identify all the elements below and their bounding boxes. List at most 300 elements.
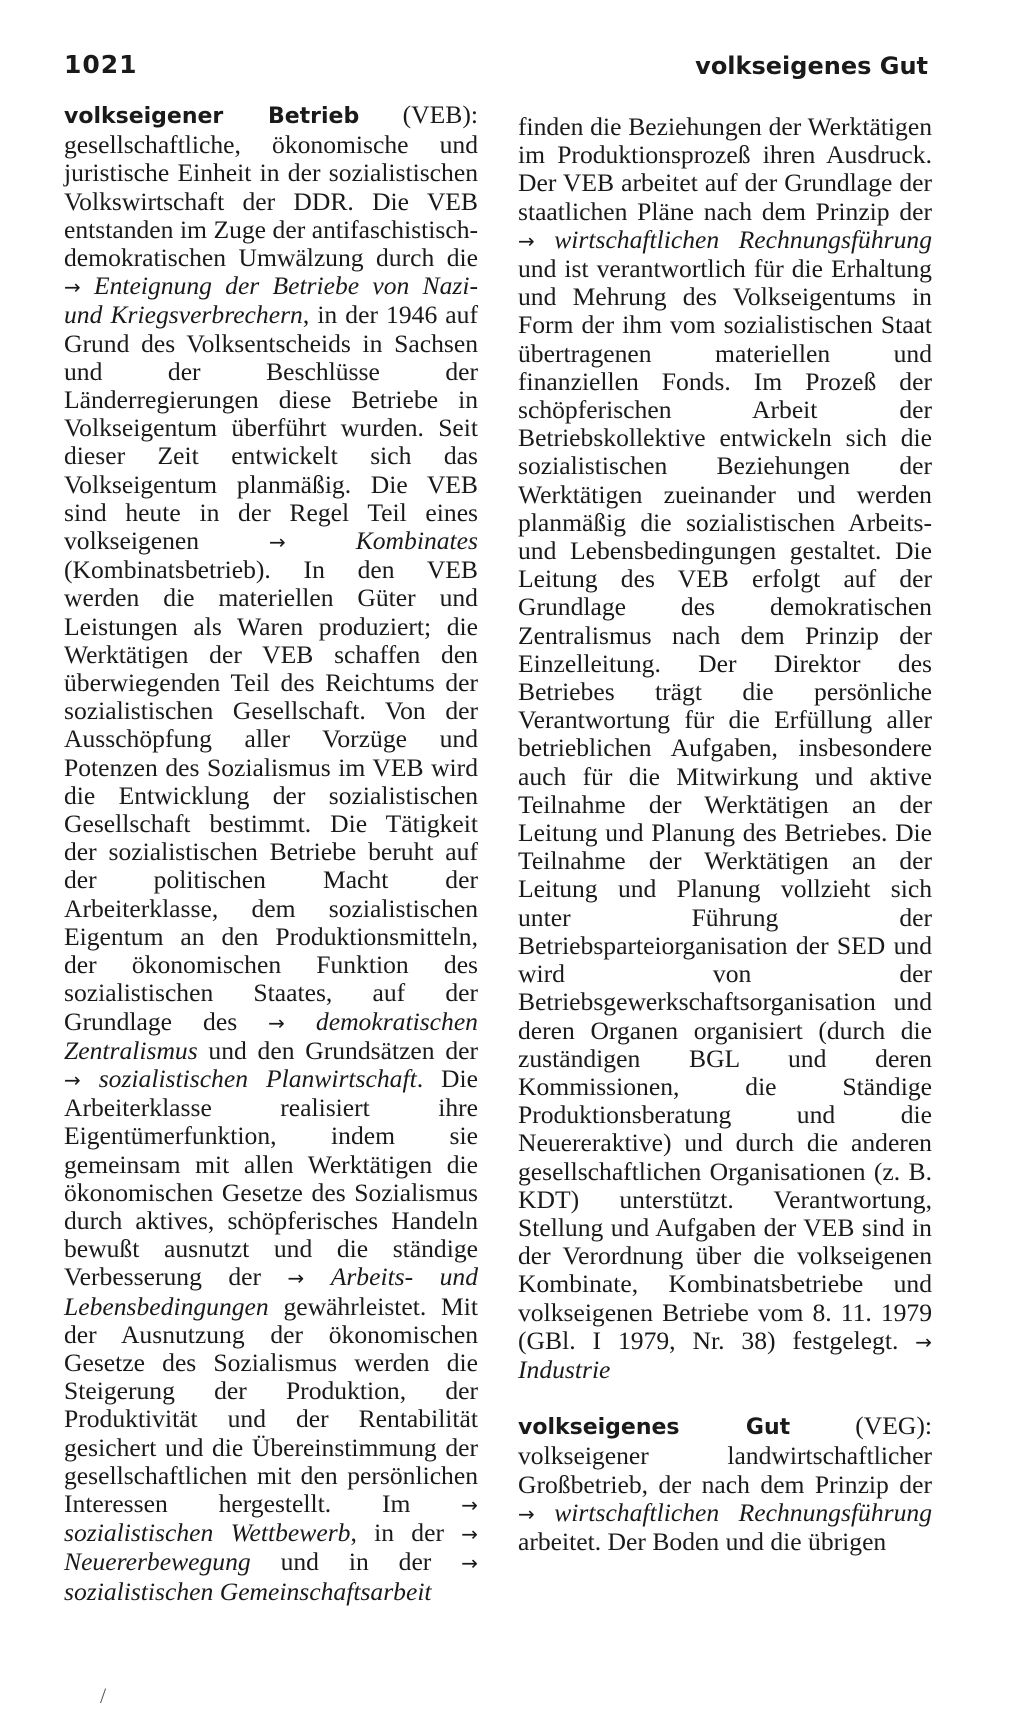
entry-text: auch	[518, 761, 567, 791]
entry-text: Form	[518, 310, 574, 340]
entry-text	[676, 1326, 693, 1355]
entry-text	[438, 385, 458, 414]
entry-text: bestimmt.	[209, 809, 312, 839]
cross-reference: Zentralismus	[64, 1035, 198, 1065]
entry-text: Volkseigentum	[64, 469, 218, 499]
entry-text: materiellen	[715, 338, 831, 368]
entry-text: VEB	[426, 186, 478, 216]
entry-text	[243, 1433, 252, 1462]
entry-text	[640, 1044, 689, 1073]
entry-text	[356, 837, 368, 866]
entry-text: eines	[425, 497, 479, 527]
entry-text: den	[441, 639, 478, 669]
entry-text	[217, 413, 231, 442]
entry-text	[589, 254, 597, 283]
entry-text: sozialistischen	[328, 158, 478, 188]
entry-text	[410, 1489, 461, 1518]
entry-text: durch	[376, 243, 435, 273]
entry-text: Betriebes	[518, 677, 615, 707]
entry-text: den	[257, 1035, 295, 1065]
entry-text: Die	[441, 1063, 478, 1093]
cross-reference-arrow-icon: →	[461, 1551, 478, 1576]
entry-text: als	[193, 611, 222, 641]
entry-text: Entwicklung	[118, 780, 250, 810]
entry-text: Produktivität	[64, 1404, 198, 1434]
entry-text: gesellschaftlichen	[64, 1460, 248, 1490]
entry-text	[199, 753, 207, 782]
entry-text: der	[238, 497, 271, 527]
entry-text: Sozialismus	[207, 752, 331, 782]
entry-text: sozialistischen	[723, 310, 873, 340]
entry-text	[566, 762, 582, 791]
entry-text	[870, 874, 890, 903]
entry-text	[334, 583, 358, 612]
entry-text	[290, 724, 322, 753]
entry-text	[803, 1016, 819, 1045]
entry-text	[382, 329, 394, 358]
cross-reference	[413, 1262, 439, 1291]
entry-text	[409, 130, 440, 159]
entry-text	[97, 837, 109, 866]
entry-text: Mitwirkung	[676, 761, 799, 791]
entry-text: der	[899, 789, 932, 819]
cross-reference: sozialistischen	[98, 1063, 249, 1093]
entry-text: der	[658, 1469, 692, 1499]
entry-text: und	[814, 761, 854, 791]
entry-text	[656, 874, 676, 903]
entry-text: die	[900, 423, 932, 453]
entry-text	[806, 197, 816, 226]
entry-text: Kommissionen,	[518, 1071, 680, 1101]
entry-text	[378, 300, 386, 329]
entry-text	[835, 1100, 901, 1129]
entry-text	[556, 536, 570, 565]
entry-text: werden	[64, 583, 140, 613]
entry-text: des	[162, 1347, 197, 1377]
entry-text: und	[893, 930, 932, 960]
entry-text: Kombinate,	[518, 1269, 639, 1299]
entry-text	[576, 1326, 593, 1355]
cross-reference-arrow-icon: →	[518, 1501, 535, 1526]
entry-text	[746, 254, 754, 283]
entry-text: des	[203, 1006, 238, 1036]
entry-text	[218, 894, 251, 923]
entry-text: und	[64, 356, 103, 386]
entry-text	[378, 1206, 391, 1235]
entry-text	[331, 1489, 382, 1518]
entry-text: im	[179, 214, 207, 244]
entry-text	[601, 1326, 618, 1355]
entry-text: 1979	[880, 1297, 933, 1327]
entry-text: betrieblichen	[518, 733, 652, 763]
entry-text: sozialistischen	[685, 507, 836, 537]
cross-reference: Gemeinschaftsarbeit	[219, 1576, 432, 1606]
entry-text	[122, 1206, 135, 1235]
entry-text: diese	[278, 385, 332, 415]
entry-text	[626, 790, 649, 819]
entry-text	[139, 583, 163, 612]
entry-text: die	[446, 611, 478, 641]
cross-reference-arrow-icon: →	[268, 530, 286, 555]
entry-text: ständige	[392, 1234, 478, 1264]
entry-text: Gesetze	[64, 1347, 145, 1377]
entry-text	[408, 470, 427, 499]
entry-text: Beschlüsse	[266, 356, 380, 386]
entry-text	[863, 1269, 893, 1298]
entry-text	[369, 1547, 399, 1576]
entry-text	[776, 1326, 793, 1355]
entry-text: Die	[895, 818, 933, 848]
entry-text: gewährleistet.	[283, 1291, 427, 1321]
entry-text	[338, 1461, 348, 1490]
entry-text	[717, 282, 733, 311]
entry-text: sozialistischen	[328, 780, 479, 810]
entry-text	[327, 413, 341, 442]
entry-text	[648, 1470, 658, 1499]
entry-text: VEB	[426, 555, 478, 585]
entry-text	[670, 705, 684, 734]
entry-text	[277, 1121, 332, 1150]
column-right	[518, 113, 932, 1556]
entry-text	[751, 959, 899, 988]
entry-text	[247, 1461, 257, 1490]
entry-text: schaffen	[334, 639, 421, 669]
entry-text: Handeln	[391, 1205, 478, 1235]
entry-text	[832, 423, 846, 452]
entry-text: Ausschöpfung	[64, 724, 212, 754]
entry-text	[249, 1234, 274, 1263]
entry-text	[395, 555, 427, 584]
entry-text: der	[581, 310, 615, 340]
entry-text	[642, 480, 663, 509]
entry-text: heute	[125, 497, 181, 527]
entry-text: Werktätigen	[518, 479, 643, 509]
entry-text: in	[199, 497, 220, 527]
entry-text	[701, 1157, 709, 1186]
entry-text: und	[273, 1234, 313, 1264]
cross-reference: wirtschaftlichen	[554, 1497, 720, 1527]
entry-text: der	[345, 300, 378, 330]
entry-text	[782, 367, 805, 396]
entry-text: und	[893, 987, 932, 1017]
entry-text: Die	[372, 186, 410, 216]
entry-text	[679, 1072, 745, 1101]
entry-text: Einheit	[177, 158, 252, 188]
entry-text: des	[280, 668, 315, 698]
entry-text: ,	[350, 1518, 357, 1548]
entry-text: Betriebskollektive	[518, 423, 706, 453]
entry-text: die	[806, 1128, 839, 1158]
entry-text	[667, 282, 683, 311]
cross-reference	[409, 271, 422, 300]
entry-text: finden	[518, 112, 584, 141]
cross-reference: Lebensbedingungen	[64, 1291, 269, 1321]
entry-text: 1946	[386, 300, 438, 330]
entry-text: Teil	[230, 668, 270, 698]
entry-text: sich	[370, 441, 412, 471]
entry-text: Boden	[652, 1526, 720, 1556]
entry-text	[835, 480, 856, 509]
entry-text	[682, 790, 705, 819]
entry-text: Teil	[367, 497, 407, 527]
entry-text	[898, 1326, 915, 1355]
entry-text	[820, 564, 843, 593]
entry-text	[269, 1292, 284, 1321]
entry-text: Volkswirtschaft	[64, 186, 225, 216]
entry-text: für	[684, 705, 715, 735]
entry-text	[861, 649, 898, 678]
entry-text: Arbeit	[752, 395, 818, 425]
cross-reference: Kriegsverbrechern	[110, 300, 303, 330]
cross-reference: Enteignung	[93, 271, 212, 301]
entry-text: des	[165, 752, 200, 782]
entry-text: Ausnutzung	[120, 1319, 245, 1349]
entry-text	[671, 1128, 684, 1157]
column-left	[64, 101, 478, 1606]
entry-text: Regel	[289, 497, 350, 527]
entry-text	[731, 1100, 797, 1129]
entry-text: und	[518, 254, 557, 284]
entry-text: Aufgaben,	[670, 733, 778, 763]
entry-text: materiellen	[218, 583, 334, 613]
entry-text	[424, 753, 432, 782]
cross-reference	[719, 225, 738, 254]
entry-text	[652, 733, 671, 762]
entry-text: Grundlage	[518, 592, 627, 622]
entry-text	[164, 922, 181, 951]
entry-text: (VEG):	[855, 1411, 932, 1441]
entry-text	[829, 790, 852, 819]
entry-text: persönlichen	[347, 1460, 479, 1490]
cross-reference: Arbeits-	[330, 1262, 414, 1292]
entry-text: der	[899, 451, 932, 481]
entry-text: Gesellschaft	[64, 809, 191, 839]
entry-text: sind	[64, 497, 107, 527]
entry-text: ihm	[622, 310, 663, 340]
entry-text: in	[912, 1212, 932, 1242]
entry-text	[222, 612, 237, 641]
entry-text: Grundlage	[64, 1006, 173, 1036]
entry-text	[213, 978, 253, 1007]
entry-text: trägt	[655, 677, 702, 707]
entry-text: der	[744, 168, 778, 198]
entry-text: ökonomische	[272, 130, 409, 160]
entry-text: auf	[372, 978, 406, 1008]
entry-text: Ausdruck.	[826, 140, 932, 170]
entry-text	[394, 1518, 411, 1547]
entry-text: der	[518, 1241, 551, 1271]
entry-text: Werktätigen	[807, 112, 932, 141]
entry-text: und	[725, 1526, 764, 1556]
entry-text: juristische	[64, 158, 170, 188]
entry-text	[660, 762, 676, 791]
entry-text	[832, 1298, 841, 1327]
entry-text	[885, 1016, 901, 1045]
entry-text: landwirtschaftlicher	[727, 1441, 932, 1471]
entry-text: dieser	[64, 441, 126, 471]
entry-text	[776, 480, 797, 509]
entry-text	[407, 498, 426, 527]
entry-text	[212, 1093, 280, 1122]
entry-text: Organisationen	[709, 1156, 866, 1186]
entry-text: Verbesserung	[64, 1262, 202, 1292]
entry-text	[817, 395, 899, 424]
entry-text: nach	[703, 196, 753, 226]
entry-text: und	[797, 479, 836, 509]
entry-text: der	[899, 168, 933, 198]
entry-text: der	[899, 620, 932, 650]
entry-text	[431, 1547, 461, 1576]
entry-text: nach	[701, 1469, 750, 1499]
entry-text: gestaltet.	[789, 536, 882, 566]
entry-text	[876, 367, 899, 396]
entry-text: Der	[518, 168, 557, 198]
entry-text	[850, 451, 899, 480]
entry-text: deren	[875, 1043, 932, 1073]
entry-text: dem	[251, 893, 296, 923]
entry-text: Erfüllung	[774, 705, 873, 735]
entry-text: der	[899, 1469, 932, 1499]
entry-text	[202, 1262, 228, 1291]
entry-text: Interessen	[64, 1488, 168, 1518]
entry-text: des	[680, 592, 716, 622]
entry-text	[405, 978, 445, 1007]
entry-volkseigener-betrieb-continued	[518, 113, 932, 1384]
entry-text: volkseigenen	[796, 1241, 932, 1271]
entry-text	[545, 140, 557, 169]
entry-text: und	[165, 1432, 204, 1462]
entry-text: der	[899, 395, 932, 425]
entry-text	[409, 950, 444, 979]
cross-reference: demokratischen	[315, 1006, 478, 1036]
entry-text: Organen	[590, 1015, 679, 1045]
entry-text: indem	[331, 1121, 396, 1151]
entry-text: die	[745, 1071, 777, 1101]
entry-text: Produktion,	[285, 1376, 407, 1406]
entry-text: Macht	[322, 865, 389, 895]
entry-text	[612, 762, 628, 791]
entry-text: mit	[195, 1149, 230, 1179]
entry-text: der	[64, 1319, 97, 1349]
entry-text	[351, 329, 363, 358]
entry-text: bewußt	[64, 1234, 140, 1264]
entry-text: und	[684, 1128, 723, 1158]
entry-text	[785, 621, 805, 650]
entry-text: der	[899, 846, 932, 876]
cross-reference-arrow-icon: →	[64, 1067, 81, 1092]
entry-text	[614, 310, 622, 339]
entry-text	[271, 555, 304, 584]
entry-text: Funktion	[316, 950, 409, 980]
cross-reference	[212, 271, 225, 300]
entry-text: die	[770, 1526, 802, 1556]
entry-text: und	[227, 1404, 266, 1434]
entry-text: Die	[330, 809, 368, 839]
entry-text: gesichert	[64, 1432, 157, 1462]
entry-text	[380, 357, 446, 386]
entry-text: der	[295, 1404, 329, 1434]
entry-text: Pläne	[637, 196, 695, 226]
entry-text: ihre	[438, 1093, 478, 1123]
entry-text: die	[64, 780, 96, 810]
entry-text	[370, 1093, 438, 1122]
entry-text: zuständigen	[518, 1043, 641, 1073]
entry-text: Grundsätzen	[305, 1035, 435, 1065]
entry-text: in	[362, 328, 383, 358]
entry-text: unter	[518, 902, 571, 932]
entry-text	[129, 329, 141, 358]
cross-reference	[213, 1518, 230, 1547]
entry-text: Verantwortung,	[773, 1184, 932, 1214]
entry-text: die	[640, 507, 672, 537]
entry-text: der	[648, 846, 682, 876]
entry-text: Mehrung	[572, 282, 667, 312]
entry-text: des	[443, 950, 479, 980]
entry-text	[776, 536, 790, 565]
entry-text: und	[788, 1043, 827, 1073]
entry-text: I	[592, 1325, 602, 1355]
entry-text: der	[209, 639, 242, 669]
entry-text: für	[582, 761, 613, 791]
entry-text: auf	[445, 837, 478, 867]
entry-text	[830, 339, 893, 368]
entry-text	[715, 592, 770, 621]
entry-text	[785, 1241, 797, 1270]
entry-text: Teilnahme	[518, 846, 626, 876]
entry-text: Eigentum	[64, 921, 164, 951]
entry-text: wurden.	[340, 413, 424, 443]
entry-text	[199, 441, 231, 470]
entry-text: und	[893, 338, 932, 368]
entry-text: KDT)	[518, 1184, 580, 1214]
entry-text: sich	[890, 874, 933, 904]
entry-text: des	[311, 1177, 346, 1207]
entry-text	[172, 1007, 203, 1036]
entry-text: den	[300, 1460, 338, 1490]
entry-text	[280, 158, 288, 187]
entry-text: des	[141, 328, 176, 358]
entry-text	[349, 498, 367, 527]
entry-text: der	[763, 1212, 797, 1242]
entry-text	[876, 790, 899, 819]
entry-text: ist	[564, 254, 589, 284]
entry-text: aller	[886, 705, 932, 735]
entry-text	[346, 1178, 355, 1207]
entry-text	[556, 282, 572, 311]
entry-text: Betriebes.	[784, 818, 888, 848]
entry-text: Fonds.	[661, 366, 731, 396]
entry-text	[266, 865, 323, 894]
entry-text: (Kombinatsbetrieb).	[64, 555, 271, 585]
entry-text: mit	[256, 1460, 292, 1490]
entry-text	[598, 874, 618, 903]
entry-text	[444, 1518, 461, 1547]
entry-text: den	[221, 921, 259, 951]
entry-text: entwickeln	[719, 423, 832, 453]
entry-text: in	[374, 1518, 395, 1548]
entry-text: Reichtums	[325, 668, 435, 698]
entry-text	[887, 423, 901, 452]
entry-text	[652, 339, 715, 368]
cross-reference-arrow-icon: →	[287, 1266, 305, 1291]
entry-text	[760, 705, 774, 734]
entry-text: die	[900, 1015, 933, 1045]
cross-reference-arrow-icon: →	[268, 1010, 285, 1035]
entry-text	[168, 1489, 219, 1518]
entry-text: zueinander	[663, 479, 776, 509]
entry-text	[598, 564, 621, 593]
entry-text: Arbeits-	[848, 507, 932, 537]
